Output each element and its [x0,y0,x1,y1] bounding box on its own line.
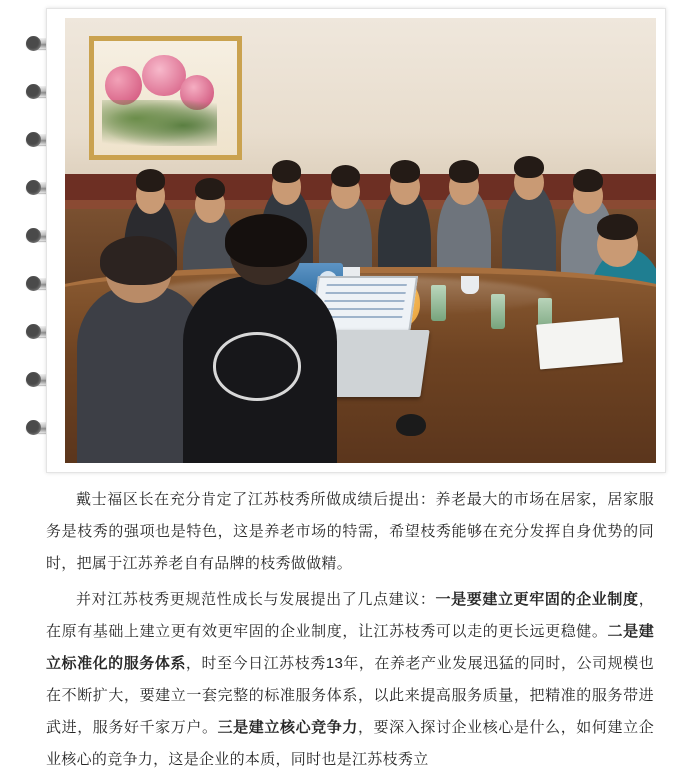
paragraph-2-intro: 并对江苏枝秀更规范性成长与发展提出了几点建议： [76,591,436,608]
attendee-hair [573,169,603,191]
foreground-attendee-hair [100,236,177,285]
painting-flower [105,66,142,105]
suggestion-1-text: ，在原有基础上建立更有效更牢固的企业制度，让江苏枝秀可以走的更长远更稳健。 [46,591,655,640]
cup [461,276,479,294]
shirt-logo-icon [213,332,302,400]
attendee-hair [136,169,166,191]
attendee-hair [390,160,420,182]
computer-mouse [396,414,426,436]
water-bottle [491,294,505,330]
suggestion-2-text: ，时至今日江苏枝秀13年，在养老产业发展迅猛的同时，公司规模也在不断扩大，要建立一套完整的标准服务体系，以此来提高服务质量，把精准的服务带进武进，服务好千家万户。 [46,655,654,736]
attendee-hair [195,178,225,200]
suggestion-3-text: ，要深入探讨企业核心是什么，如何建立企业核心的竞争力，这是企业的本质，同时也是江苏枝秀立 [46,719,654,768]
suggestion-1-label: 一是要建立更牢固的企业制度 [435,591,639,608]
article-body [46,484,654,780]
paragraph-1 [46,484,654,580]
foreground-attendee-hair [225,214,308,267]
document-sheet [536,317,622,369]
photo-frame [46,8,666,473]
wall-painting [89,36,243,161]
suggestion-2-label: 二是建立标准化的服务体系 [46,623,654,672]
painting-foliage [102,100,217,146]
paragraph-1-text: 戴士福区长在充分肯定了江苏枝秀所做成绩后提出：养老最大的市场在居家，居家服务是枝秀的强项也是特色，这是养老市场的特需，希望枝秀能够在充分发挥自身优势的同时，把属于江苏养老自有品牌的枝秀做做精。 [46,491,654,572]
attendee-hair [597,214,638,241]
water-bottle [431,285,445,321]
conference-room-meeting-photo [65,18,656,463]
attendee-hair [272,160,302,182]
attendee-hair [449,160,479,182]
paragraph-2 [46,584,654,776]
attendee-hair [514,156,544,178]
attendee-hair [331,165,361,187]
suggestion-3-label: 三是建立核心竞争力 [217,719,358,736]
